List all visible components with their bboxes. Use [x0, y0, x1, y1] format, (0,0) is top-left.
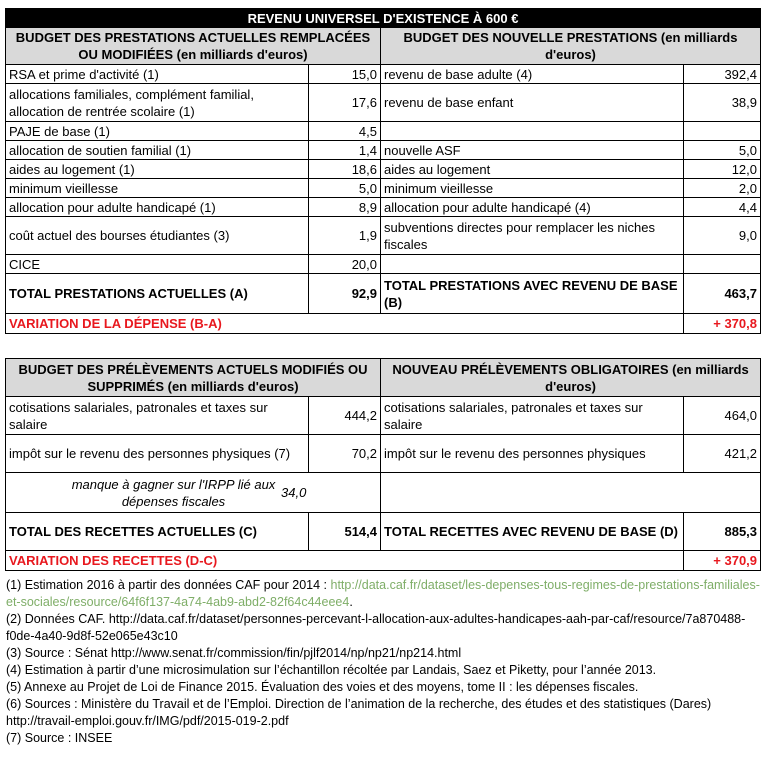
row-right-label: revenu de base adulte (4): [381, 65, 684, 84]
row-left-label: allocation pour adulte handicapé (1): [6, 198, 309, 217]
total-right-label: TOTAL RECETTES AVEC REVENU DE BASE (D): [381, 513, 684, 551]
row-left-label: cotisations salariales, patronales et taxes sur salaire: [6, 397, 309, 435]
row-left-value: 15,0: [309, 65, 381, 84]
footnote-1-link[interactable]: http://data.caf.fr/dataset/les-depenses-tous-regimes-de-prestations-familiales-et-sociales/resource/64f6f137-4a74-4ab9-abd2-82f64c44eee4: [6, 578, 760, 609]
table-prelevements: [5, 358, 761, 571]
row-left-value: 4,5: [309, 122, 381, 141]
row-right-value: 38,9: [684, 84, 761, 122]
right-header: BUDGET DES NOUVELLE PRESTATIONS (en milliards d'euros): [381, 28, 761, 65]
table-row: [6, 122, 761, 141]
row-left-value: 5,0: [309, 179, 381, 198]
row-right-label: minimum vieillesse: [381, 179, 684, 198]
table-row: [6, 255, 761, 274]
footnote-7: (7) Source : INSEE: [6, 731, 113, 745]
variation-value: + 370,8: [684, 314, 761, 334]
total-right-value: 463,7: [684, 274, 761, 314]
row-left-value: 1,9: [309, 217, 381, 255]
table-row: [6, 65, 761, 84]
row-right-value: 2,0: [684, 179, 761, 198]
table-row: [6, 217, 761, 255]
row-right-label: [381, 122, 684, 141]
row-left-value: 20,0: [309, 255, 381, 274]
sub-value: 34,0: [281, 485, 307, 500]
table-row: [6, 435, 761, 473]
row-left-value: 18,6: [309, 160, 381, 179]
footnote-3: (3) Source : Sénat http://www.senat.fr/commission/fin/pjlf2014/np/np21/np214.html: [6, 646, 462, 660]
footnote-1-end: .: [349, 595, 353, 609]
variation-value: + 370,9: [684, 551, 761, 571]
row-right-value: 5,0: [684, 141, 761, 160]
row-left-label: allocation de soutien familial (1): [6, 141, 309, 160]
total-right-value: 885,3: [684, 513, 761, 551]
row-right-label: allocation pour adulte handicapé (4): [381, 198, 684, 217]
table-title: REVENU UNIVERSEL D'EXISTENCE À 600 €: [6, 9, 761, 28]
table-row: [6, 141, 761, 160]
row-left-value: 444,2: [309, 397, 381, 435]
row-left-value: 1,4: [309, 141, 381, 160]
row-right-value: 9,0: [684, 217, 761, 255]
row-left-label: RSA et prime d'activité (1): [6, 65, 309, 84]
footnotes: [6, 577, 762, 747]
variation-label: VARIATION DE LA DÉPENSE (B-A): [6, 314, 684, 334]
row-right-label: impôt sur le revenu des personnes physiques: [381, 435, 684, 473]
row-left-label: PAJE de base (1): [6, 122, 309, 141]
footnote-5: (5) Annexe au Projet de Loi de Finance 2015. Évaluation des voies et des moyens, tome II : les dépenses fiscales.: [6, 680, 639, 694]
row-right-value: 12,0: [684, 160, 761, 179]
total-left-label: TOTAL DES RECETTES ACTUELLES (C): [6, 513, 309, 551]
row-right-value: [684, 122, 761, 141]
table-prestations: [5, 8, 761, 334]
table-row: [6, 198, 761, 217]
left-header: BUDGET DES PRÉLÈVEMENTS ACTUELS MODIFIÉS OU SUPPRIMÉS (en milliards d'euros): [6, 359, 381, 397]
left-header: BUDGET DES PRESTATIONS ACTUELLES REMPLACÉES OU MODIFIÉES (en milliards d'euros): [6, 28, 381, 65]
row-left-value: 70,2: [309, 435, 381, 473]
row-right-value: [684, 255, 761, 274]
total-left-value: 514,4: [309, 513, 381, 551]
total-right-label: TOTAL PRESTATIONS AVEC REVENU DE BASE (B): [381, 274, 684, 314]
footnote-4: (4) Estimation à partir d’une microsimulation sur l’échantillon récoltée par Landais, Saez et Piketty, pour l’année 2013.: [6, 663, 657, 677]
total-left-label: TOTAL PRESTATIONS ACTUELLES (A): [6, 274, 309, 314]
row-left-value: 8,9: [309, 198, 381, 217]
row-right-value: 421,2: [684, 435, 761, 473]
row-left-label: allocations familiales, complément familial, allocation de rentrée scolaire (1): [6, 84, 309, 122]
row-right-label: subventions directes pour remplacer les niches fiscales: [381, 217, 684, 255]
footnote-1: [6, 577, 762, 611]
row-left-label: impôt sur le revenu des personnes physiques (7): [6, 435, 309, 473]
sub-label: manque à gagner sur l'IRPP lié aux dépenses fiscales: [71, 476, 276, 509]
table-row: [6, 397, 761, 435]
row-right-value: 4,4: [684, 198, 761, 217]
table-row: [6, 179, 761, 198]
row-right-label: cotisations salariales, patronales et taxes sur salaire: [381, 397, 684, 435]
variation-label: VARIATION DES RECETTES (D-C): [6, 551, 684, 571]
total-left-value: 92,9: [309, 274, 381, 314]
right-header: NOUVEAU PRÉLÈVEMENTS OBLIGATOIRES (en milliards d'euros): [381, 359, 761, 397]
row-right-label: revenu de base enfant: [381, 84, 684, 122]
row-left-label: aides au logement (1): [6, 160, 309, 179]
row-left-label: CICE: [6, 255, 309, 274]
footnote-1-text: (1) Estimation 2016 à partir des données CAF pour 2014 :: [6, 578, 331, 592]
row-right-value: 464,0: [684, 397, 761, 435]
footnote-2: (2) Données CAF. http://data.caf.fr/dataset/personnes-percevant-l-allocation-aux-adultes-handicapes-aah-par-caf/resource/7a870488-f0de-4a40-9d8f-52e065e43c10: [6, 612, 746, 643]
table-row: [6, 84, 761, 122]
row-left-value: 17,6: [309, 84, 381, 122]
table-row: [6, 160, 761, 179]
row-left-label: coût actuel des bourses étudiantes (3): [6, 217, 309, 255]
row-right-label: nouvelle ASF: [381, 141, 684, 160]
footnote-6: (6) Sources : Ministère du Travail et de l’Emploi. Direction de l’animation de la recherche, des études et des statistiques (Dares) http://travail-emploi.gouv.fr/IMG/pdf/2015-019-2.pdf: [6, 697, 712, 728]
row-right-label: [381, 255, 684, 274]
row-left-label: minimum vieillesse: [6, 179, 309, 198]
row-right-value: 392,4: [684, 65, 761, 84]
row-right-label: aides au logement: [381, 160, 684, 179]
